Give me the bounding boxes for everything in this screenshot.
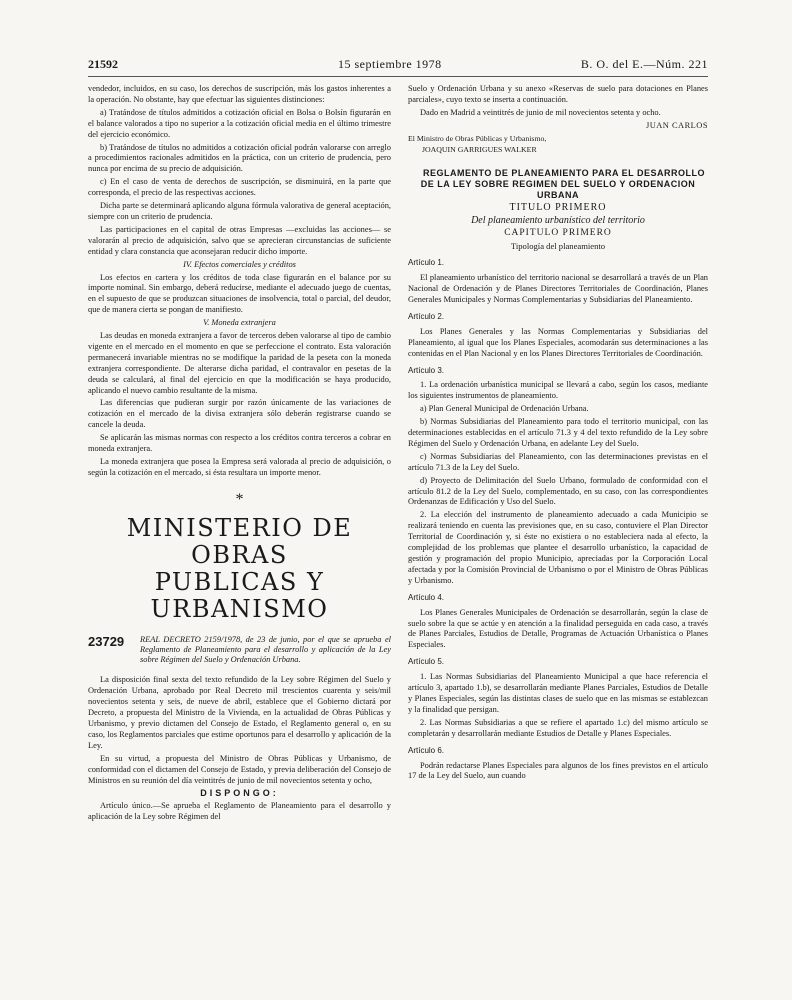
article-heading: Artículo 1.	[408, 258, 445, 268]
ministry-line: MINISTERIO DE OBRAS	[126, 513, 353, 569]
dispongo-heading: DISPONGO:	[200, 788, 279, 799]
paragraph: Los efectos en cartera y los créditos de toda clase figurarán en el balance por su importe nominal. Sin embargo, deberá reducirse, mediante el adecuado juego de cuentas, en el supuesto de que se produzcan situaciones de insolvencia, total o parcial, del deudor, que de manera cierta se pongan de manifiesto.	[88, 272, 391, 315]
journal-number: B. O. del E.—Núm. 221	[580, 57, 708, 71]
paragraph: Las deudas en moneda extranjera a favor de terceros deben valorarse al tipo de cambio vigente en el mercado en el momento en que se perfeccione el contrato. Esta valoración permanecerá invariable mientras no se modifique la paridad de la peseta con la moneda extranjera correspondiente. De alterarse dicha paridad, el contravalor en pesetas de la deuda se calculará, al final del ejercicio en que la modificación se haya producido, aplicando el nuevo cambio resultante de la misma.	[88, 331, 391, 395]
decree-entry	[88, 635, 391, 666]
decree-number: 23729	[88, 633, 125, 649]
chapter-heading: CAPITULO PRIMERO	[504, 228, 612, 239]
title-heading: TITULO PRIMERO	[509, 201, 607, 213]
paragraph: Suelo y Ordenación Urbana y su anexo «Reservas de suelo para dotaciones en Planes parciales», cuyo texto se inserta a continuación.	[408, 84, 708, 104]
king-signature: JUAN CARLOS	[645, 120, 708, 130]
paragraph: c) En el caso de venta de derechos de suscripción, se disminuirá, en la parte que corresponda, el precio de las respectivas acciones.	[88, 177, 391, 198]
paragraph: 2. Las Normas Subsidiarias a que se refiere el apartado 1.c) del mismo artículo se completarán y desarrollarán mediante Estudios de Detalle y Planes Especiales.	[408, 717, 708, 738]
paragraph: En su virtud, a propuesta del Ministro de Obras Públicas y Urbanismo, de conformidad con el dictamen del Consejo de Estado, y previa deliberación del Consejo de Ministros en su reunión del día veintitrés de junio de mil novecientos setenta y ocho,	[88, 753, 391, 785]
paragraph: Podrán redactarse Planes Especiales para algunos de los fines previstos en el artículo 17 de la Ley del Suelo, aun cuando	[408, 760, 708, 781]
article-heading: Artículo 2.	[408, 311, 445, 321]
page-header	[88, 57, 708, 73]
left-column	[88, 84, 391, 825]
header-rule	[88, 76, 708, 77]
ministry-line: PUBLICAS Y URBANISMO	[150, 567, 329, 623]
paragraph: a) Plan General Municipal de Ordenación Urbana.	[420, 404, 589, 414]
minister-name: JOAQUIN GARRIGUES WALKER	[422, 144, 537, 154]
article-heading: Artículo 6.	[408, 745, 445, 755]
paragraph: vendedor, incluidos, en su caso, los derechos de suscripción, más los gastos inherentes a la operación. No obstante, hay que efectuar las siguientes distinciones:	[88, 84, 391, 104]
section-heading: IV. Efectos comerciales y créditos	[183, 259, 296, 269]
paragraph: Dicha parte se determinará aplicando alguna fórmula valorativa de general aceptación, siempre con un criterio de prudencia.	[88, 201, 391, 221]
page-number: 21592	[88, 57, 118, 71]
article-heading: Artículo 5.	[408, 657, 445, 667]
paragraph: a) Tratándose de títulos admitidos a cotización oficial en Bolsa o Bolsín figurarán en el balance valorados a tipo no superior a la cotización oficial media en el último trimestre del ejercicio económico.	[88, 107, 391, 139]
paragraph: b) Tratándose de títulos no admitidos a cotización oficial podrán valorarse con arreglo a procedimientos racionales admitidos en la práctica, con un criterio de prudencia, pero nunca por encima de su precio de adquisición.	[88, 142, 391, 174]
article-heading: Artículo 4.	[408, 592, 445, 602]
chapter-subheading: Tipología del planeamiento	[510, 241, 606, 252]
paragraph: Los Planes Generales y las Normas Complementarias y Subsidiarias del Planeamiento, al igual que los Planes Especiales, acomodarán sus determinaciones a las contenidas en el Plan Nacional y en los Planes Directores Territoriales de Coordinación.	[408, 326, 708, 358]
section-heading: V. Moneda extranjera	[203, 318, 276, 328]
paragraph: Las participaciones en el capital de otras Empresas —excluidas las acciones— se valorarán al precio de adquisición, salvo que se aprecieran circunstancias de suficiente entidad y clara constancia que aconsejaran reducir dicho importe.	[88, 224, 391, 256]
separator-star: *	[235, 490, 244, 508]
paragraph: Los Planes Generales Municipales de Ordenación se desarrollarán, según la clase de suelo sobre la que se actúe y en atención a la finalidad perseguida en cada caso, a través de Planes Parciales, Estudios de Detalle, Programas de Actuación Urbanística o Planes Especiales.	[408, 607, 708, 650]
paragraph: b) Normas Subsidiarias del Planeamiento para todo el territorio municipal, con las determinaciones establecidas en el artículo 71.3 y 4 del texto refundido de la Ley sobre Régimen del Suelo y Ordenación Urbana, en adelante Ley del Suelo.	[408, 417, 708, 448]
decree-title: REAL DECRETO 2159/1978, de 23 de junio, por el que se aprueba el Reglamento de Planeamiento para el desarrollo y aplicación de la Ley sobre Régimen del Suelo y Ordenación Urbana.	[140, 634, 391, 665]
paragraph: 2. La elección del instrumento de planeamiento adecuado a cada Municipio se realizará teniendo en cuenta las previsiones que, en su caso, contuviere el Plan Director Territorial de Coordinación y, si éste no existiera o no estableciera nada al efecto, la complejidad de los problemas que plantee el desarrollo urbanístico, la capacidad de gestión y programación del propio Municipio, apreciadas por la Corporación Local afectada y por la Comisión Provincial de Urbanismo o por el Ministro de Obras Públicas y Urbanismo.	[408, 510, 708, 585]
paragraph: El planeamiento urbanístico del territorio nacional se desarrollará a través de un Plan Nacional de Ordenación y de Planes Directores Territoriales de Coordinación, Planes Generales Municipales y Normas Complementarias y Subsidiarias del Planeamiento.	[408, 273, 708, 304]
right-column	[408, 84, 708, 784]
minister-role: El Ministro de Obras Públicas y Urbanismo,	[408, 133, 547, 143]
title-subheading: Del planeamiento urbanístico del territorio	[471, 214, 645, 226]
regulation-title: REGLAMENTO DE PLANEAMIENTO PARA EL DESARROLLO DE LA LEY SOBRE REGIMEN DEL SUELO Y ORDENACION URBANA	[420, 167, 705, 200]
paragraph: La disposición final sexta del texto refundido de la Ley sobre Régimen del Suelo y Ordenación Urbana, aprobado por Real Decreto mil trescientos cuarenta y seis/mil novecientos setenta y seis, de nueve de abril, establece que el Gobierno dictará por Decreto, a propuesta del Ministro de la Vivienda, en la actualidad de Obras Públicas y Urbanismo, y previo dictamen del Consejo de Estado, el Reglamento general o, en su caso, los Reglamentos parciales que estime oportunos para el desarrollo y aplicación de la Ley.	[88, 675, 391, 750]
paragraph: Artículo único.—Se aprueba el Reglamento de Planeamiento para el desarrollo y aplicación de la Ley sobre Régimen del	[88, 801, 391, 822]
paragraph: Dado en Madrid a veintitrés de junio de mil novecientos setenta y ocho.	[420, 107, 661, 117]
paragraph: d) Proyecto de Delimitación del Suelo Urbano, formulado de conformidad con el artículo 81.2 de la Ley del Suelo, complementado, en su caso, con las correspondientes Ordenanzas de Edificación y Uso del Suelo.	[408, 475, 708, 507]
paragraph: 1. Las Normas Subsidiarias del Planeamiento Municipal a que hace referencia el artículo 3, apartado 1.b), se desarrollarán mediante Planes Parciales, Estudios de Detalle y Planes Especiales, según las distintas clases de suelo que en las mismas se establezcan y la finalidad que persigan.	[408, 672, 708, 714]
issue-date: 15 septiembre 1978	[338, 57, 442, 71]
paragraph: Se aplicarán las mismas normas con respecto a los créditos contra terceros a cobrar en moneda extranjera.	[88, 433, 391, 454]
paragraph: 1. La ordenación urbanística municipal se llevará a cabo, según los casos, mediante los siguientes instrumentos de planeamiento.	[408, 380, 708, 401]
paragraph: La moneda extranjera que posea la Empresa será valorada al precio de adquisición, o según la cotización en el mercado, si ésta resultara un importe menor.	[88, 457, 391, 477]
paragraph: c) Normas Subsidiarias del Planeamiento, con las determinaciones previstas en el artículo 71.3 de la Ley del Suelo.	[408, 451, 708, 472]
paragraph: Las diferencias que pudieran surgir por razón únicamente de las variaciones de cotización en el mercado de la divisa extranjera sólo deberán registrarse cuando se cancele la deuda.	[88, 398, 391, 430]
article-heading: Artículo 3.	[408, 365, 445, 375]
ministry-heading	[88, 515, 391, 623]
